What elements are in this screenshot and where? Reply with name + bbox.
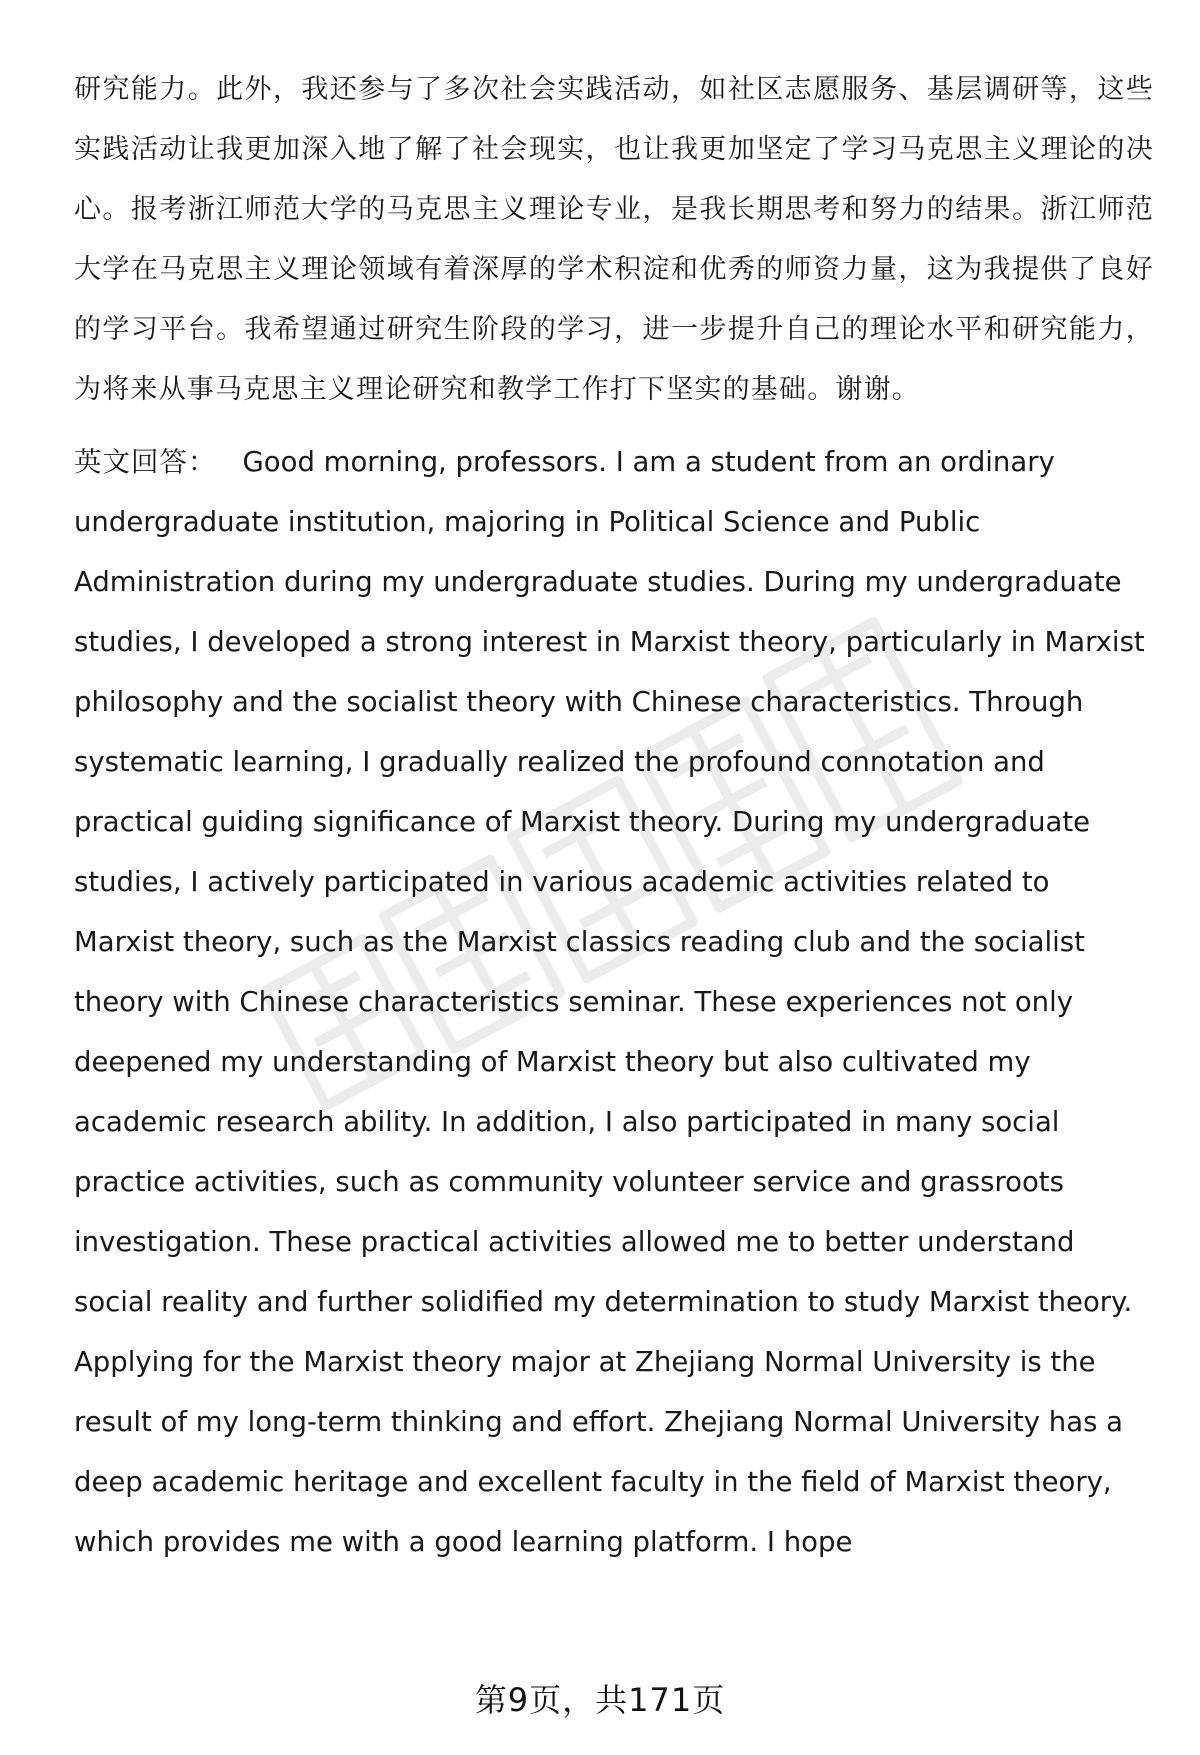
document-body xyxy=(74,60,1154,1572)
english-answer-label: 英文回答： xyxy=(74,446,217,478)
page-number: 第9页，共171页 xyxy=(474,1681,726,1719)
page-footer xyxy=(0,1680,1200,1720)
english-answer-paragraph xyxy=(74,432,1154,1572)
chinese-answer-paragraph: 研究能力。此外，我还参与了多次社会实践活动，如社区志愿服务、基层调研等，这些实践活动让我更加深入地了解了社会现实，也让我更加坚定了学习马克思主义理论的决心。报考浙江师范大学的马克思主义理论专业，是我长期思考和努力的结果。浙江师范大学在马克思主义理论领域有着深厚的学术积淀和优秀的师资力量，这为我提供了良好的学习平台。我希望通过研究生阶段的学习，进一步提升自己的理论水平和研究能力，为将来从事马克思主义理论研究和教学工作打下坚实的基础。谢谢。 xyxy=(74,74,1154,405)
english-answer-text: Good morning, professors. I am a student from an ordinary undergraduate institution, majoring in Political Science and Public Administration during my undergraduate studies. During my undergraduate studies, I developed a strong interest in Marxist theory, particularly in Marxist philosophy and the socialist theory with Chinese characteristics. Through systematic learning, I gradually realized the profound connotation and practical guiding significance of Marxist theory. During my undergraduate studies, I actively participated in various academic activities related to Marxist theory, such as the Marxist classics reading club and the socialist theory with Chinese characteristics seminar. These experiences not only deepened my understanding of Marxist theory but also cultivated my academic research ability. In addition, I also participated in many social practice activities, such as community volunteer service and grassroots investigation. These practical activities allowed me to better understand social reality and further solidified my determination to study Marxist theory. Applying for the Marxist theory major at Zhejiang Normal University is the result of my long-term thinking and effort. Zhejiang Normal University has a deep academic heritage and excellent faculty in the field of Marxist theory, which provides me with a good learning platform. I hope xyxy=(74,446,1145,1558)
